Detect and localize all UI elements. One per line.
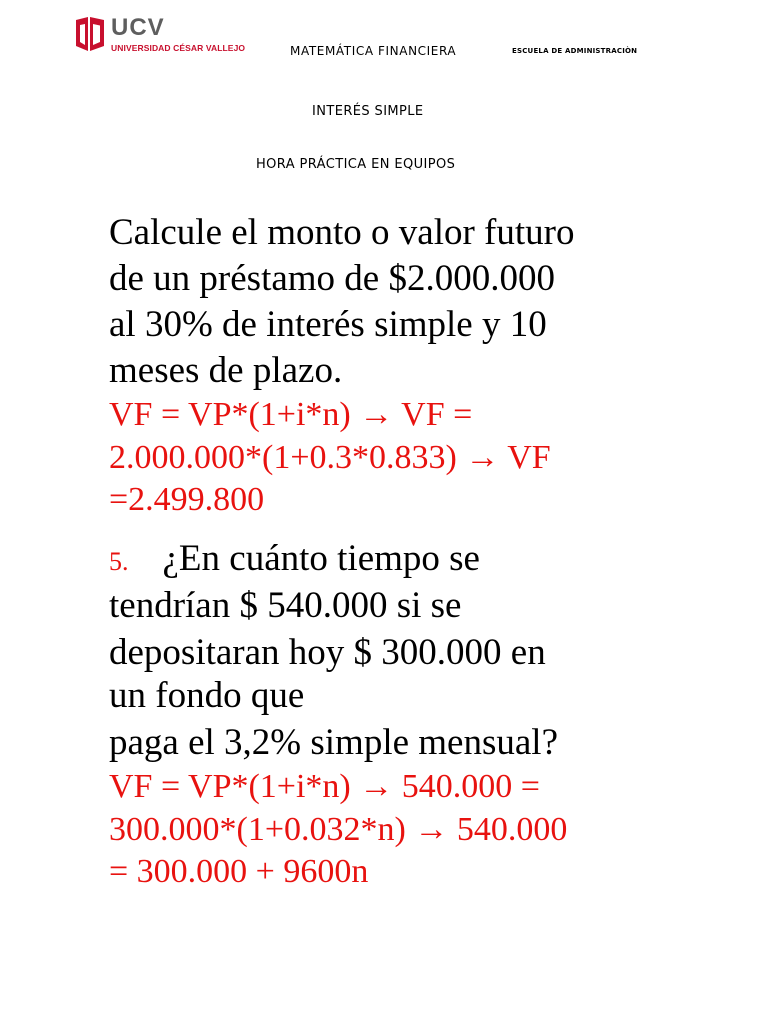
- course-title: MATEMÁTICA FINANCIERA: [290, 44, 457, 58]
- problem-1-answer-line: VF = VP*(1+i*n) → VF =: [109, 396, 473, 433]
- ucv-shield-icon: [74, 16, 106, 52]
- problem-1-question-line: meses de plazo.: [109, 350, 343, 391]
- topic-title: INTERÉS SIMPLE: [312, 104, 424, 119]
- problem-5-answer-line: = 300.000 + 9600n: [109, 853, 369, 890]
- problem-5-question-line: paga el 3,2% simple mensual?: [109, 722, 559, 763]
- problem-5-answer-line: 300.000*(1+0.032*n) → 540.000: [109, 811, 568, 848]
- problem-5-question-line: [109, 536, 480, 585]
- problem-5-question-line: tendrían $ 540.000 si se: [109, 585, 462, 626]
- problem-1-question-line: Calcule el monto o valor futuro: [109, 212, 575, 253]
- problem-1-answer-line: 2.000.000*(1+0.3*0.833) → VF: [109, 439, 551, 476]
- problem-5-answer-line: VF = VP*(1+i*n) → 540.000 =: [109, 768, 540, 805]
- school-name: ESCUELA DE ADMINISTRACIÒN: [512, 47, 638, 55]
- problem-5-question-line: un fondo que: [109, 675, 305, 716]
- problem-5-question-line: depositaran hoy $ 300.000 en: [109, 632, 546, 673]
- logo-name: UCV: [111, 14, 165, 41]
- problem-1-question-line: de un préstamo de $2.000.000: [109, 258, 555, 299]
- ucv-logo: [74, 14, 246, 56]
- problem-5-number: 5.: [109, 547, 129, 576]
- problem-5-question-text: ¿En cuánto tiempo se: [162, 538, 480, 579]
- logo-subtitle: UNIVERSIDAD CÉSAR VALLEJO: [111, 43, 246, 53]
- session-subtitle: HORA PRÁCTICA EN EQUIPOS: [256, 157, 456, 172]
- problem-1-answer-line: =2.499.800: [109, 481, 265, 518]
- problem-1-question-line: al 30% de interés simple y 10: [109, 304, 547, 345]
